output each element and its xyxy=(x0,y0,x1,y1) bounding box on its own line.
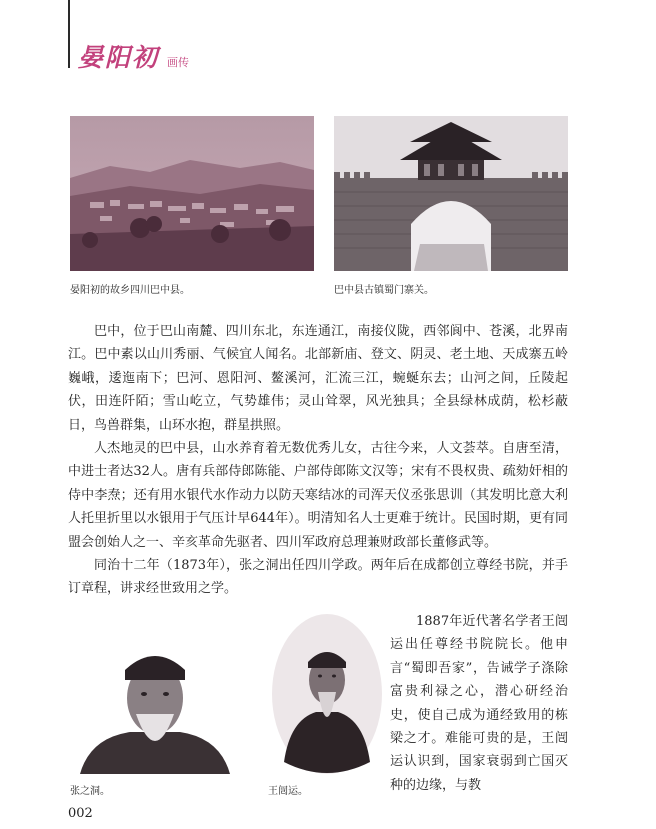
paragraph-bazhong-geography: 巴中，位于巴山南麓、四川东北，东连通江，南接仪陇，西邻阆中、苍溪，北界南江。巴中素以山川秀丽、气候宜人闻名。北部新庙、登文、阴灵、老土地、天成寨五岭巍峨，逶迤南下；巴河、恩阳河、鳌溪河，汇流三江，蜿蜒东去；山河之间，丘陵起伏，田连阡陌；雪山屹立，气势雄伟；灵山耸翠，风光独具；全县绿林成荫，松杉蔽日，鸟兽群集，山环水抱，群星拱照。 xyxy=(68,324,568,433)
zhang-zhidong-caption: 张之洞。 xyxy=(70,786,110,797)
bazhong-county-caption: 晏阳初的故乡四川巴中县。 xyxy=(70,285,190,296)
book-title: 晏阳初 xyxy=(78,43,160,72)
paragraph-zunjing-academy: 同治十二年（1873年），张之洞出任四川学政。两年后在成都创立尊经书院，并手订章程，讲求经世致用之学。 xyxy=(68,558,568,597)
wang-kaiyun-caption: 王闿运。 xyxy=(268,786,308,797)
page-number: 002 xyxy=(68,806,93,821)
portrait-photo-icon xyxy=(70,628,240,774)
zhang-zhidong-portrait xyxy=(70,628,240,774)
running-header xyxy=(78,38,189,74)
book-subtitle: 画传 xyxy=(167,56,190,69)
side-column-text xyxy=(390,610,568,797)
oval-portrait-icon xyxy=(270,612,384,776)
paragraph-wang-kaiyun: 1887年近代著名学者王闿运出任尊经书院院长。他申言“蜀即吾家”，告诫学子涤除富贵利禄之心，潜心研经治史，使自己成为通经致用的栋梁之才。难能可贵的是，王闿运认识到，国家衰弱到亡国灭种的边缘，与教 xyxy=(390,614,568,793)
main-body-text xyxy=(68,320,568,601)
shu-gate-caption: 巴中县古镇蜀门寨关。 xyxy=(334,285,434,296)
wang-kaiyun-portrait xyxy=(270,612,384,776)
shu-gate-photo xyxy=(334,116,568,271)
landscape-photo-icon xyxy=(70,116,314,271)
bazhong-county-photo xyxy=(70,116,314,271)
paragraph-bazhong-people: 人杰地灵的巴中县，山水养育着无数优秀儿女，古往今来，人文荟萃。自唐至清，中进士者达32人。唐有兵部侍郎陈能、户部侍郎陈文汉等；宋有不畏权贵、疏劾奸相的侍中李焘；还有用水银代水作动力以防天寒结冰的司浑天仪丞张思训（其发明比意大利人托里折里以水银用于气压计早644年）。明清知名人士更难于统计。民国时期，更有同盟会创始人之一、辛亥革命先驱者、四川军政府总理兼财政部长董修武等。 xyxy=(68,441,568,550)
page-edge-line xyxy=(68,0,70,68)
gate-photo-icon xyxy=(334,116,568,271)
